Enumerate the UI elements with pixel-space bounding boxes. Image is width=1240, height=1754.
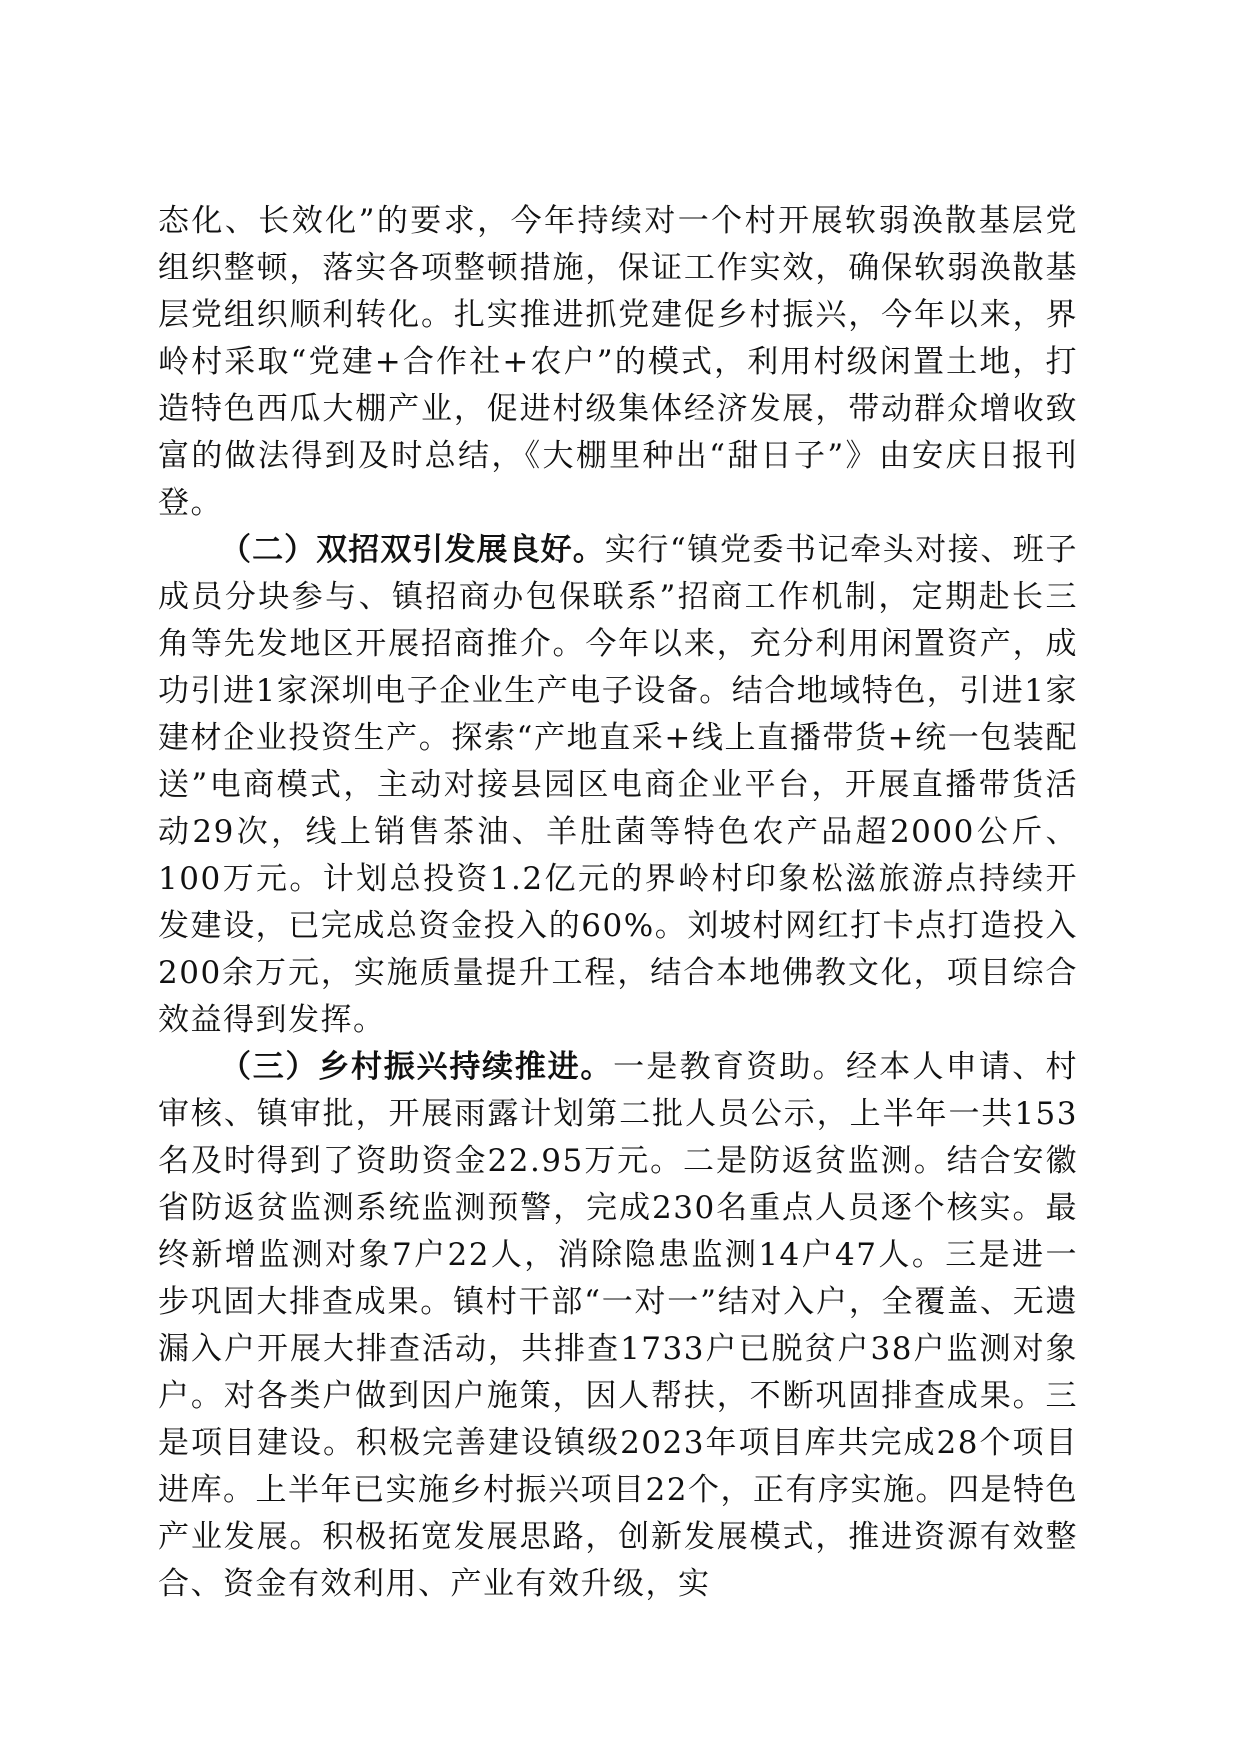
section-3-body: 一是教育资助。经本人申请、村审核、镇审批，开展雨露计划第二批人员公示，上半年一共153名及时得到了资助资金22.95万元。二是防返贫监测。结合安徽省防返贫监测系统监测预警，完成230名重点人员逐个核实。最终新增监测对象7户22人，消除隐患监测14户47人。三是进一步巩固大排查成果。镇村干部“一对一”结对入户，全覆盖、无遗漏入户开展大排查活动，共排查1733户已脱贫户38户监测对象户。对各类户做到因户施策，因人帮扶，不断巩固排查成果。三是项目建设。积极完善建设镇级2023年项目库共完成28个项目进库。上半年已实施乡村振兴项目22个，正有序实施。四是特色产业发展。积极拓宽发展思路，创新发展模式，推进资源有效整合、资金有效利用、产业有效升级，实 (158, 1049, 1079, 1602)
document-body (158, 198, 1078, 1608)
paragraph-continuation (158, 198, 1078, 527)
paragraph-section-2 (158, 527, 1078, 1044)
section-3-heading: （三）乡村振兴持续推进。 (220, 1049, 614, 1085)
section-2-heading: （二）双招双引发展良好。 (220, 532, 605, 568)
paragraph-1-body: 态化、长效化”的要求，今年持续对一个村开展软弱涣散基层党组织整顿，落实各项整顿措施，保证工作实效，确保软弱涣散基层党组织顺利转化。扎实推进抓党建促乡村振兴，今年以来，界岭村采取“党建+合作社+农户”的模式，利用村级闲置土地，打造特色西瓜大棚产业，促进村级集体经济发展，带动群众增收致富的做法得到及时总结，《大棚里种出“甜日子”》由安庆日报刊登。 (158, 203, 1078, 521)
paragraph-section-3 (158, 1044, 1078, 1608)
section-2-body: 实行“镇党委书记牵头对接、班子成员分块参与、镇招商办包保联系”招商工作机制，定期赴长三角等先发地区开展招商推介。今年以来，充分利用闲置资产，成功引进1家深圳电子企业生产电子设备。结合地域特色，引进1家建材企业投资生产。探索“产地直采+线上直播带货+统一包装配送”电商模式，主动对接县园区电商企业平台，开展直播带货活动29次，线上销售茶油、羊肚菌等特色农产品超2000公斤、100万元。计划总投资1.2亿元的界岭村印象松滋旅游点持续开发建设，已完成总资金投入的60%。刘坡村网红打卡点打造投入200余万元，实施质量提升工程，结合本地佛教文化，项目综合效益得到发挥。 (158, 532, 1078, 1038)
